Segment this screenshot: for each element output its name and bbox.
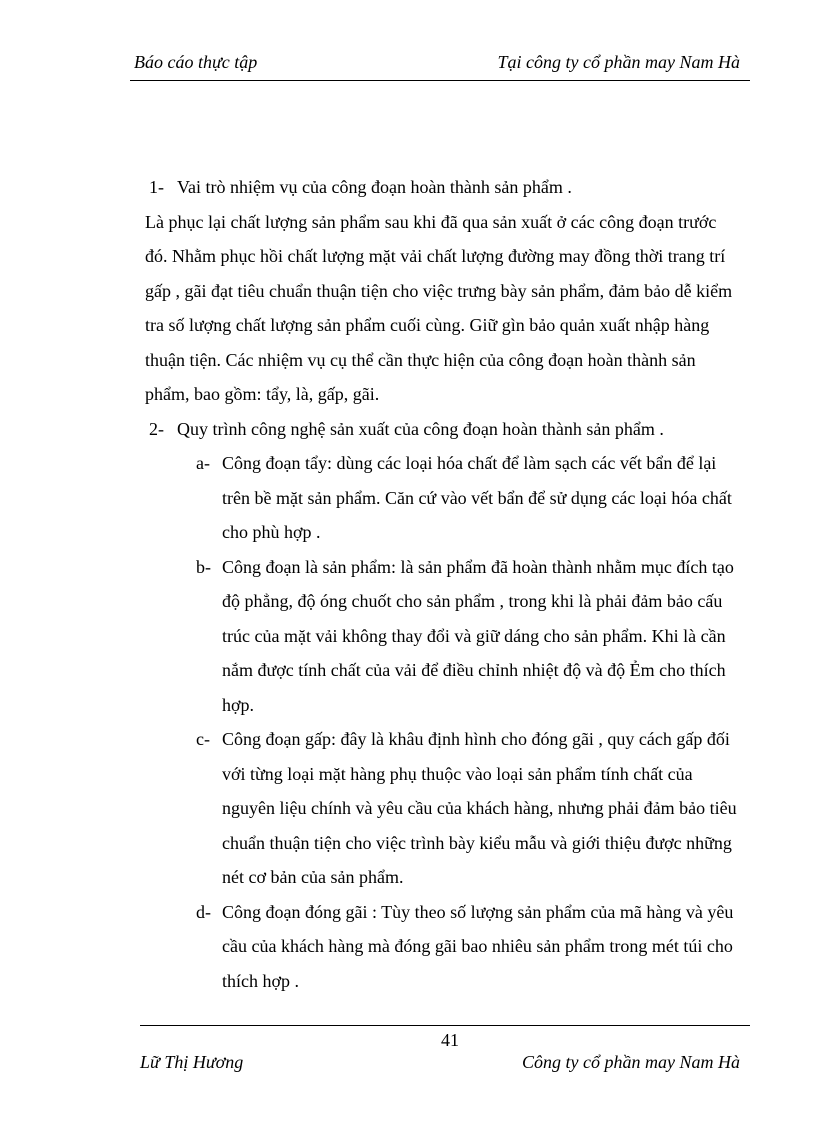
header-right-title: Tại công ty cổ phần may Nam Hà — [497, 52, 740, 72]
page-number: 41 — [441, 1030, 459, 1050]
header-divider — [130, 80, 750, 81]
paragraph-line: tra số lượng chất lượng sản phẩm cuối cùng. Giữ gìn bảo quản xuất nhập hàng — [145, 315, 710, 335]
list-line: hợp. — [222, 694, 255, 715]
list-line: Công đoạn tẩy: dùng các loại hóa chất để làm sạch các vết bẩn để lại — [222, 453, 717, 473]
list-line: chuẩn thuận tiện cho việc trình bày kiểu mẫu và giới thiệu được những — [222, 832, 732, 853]
list-line: trúc của mặt vải không thay đổi và giữ dáng cho sản phẩm. Khi là cần — [222, 625, 726, 646]
list-item-d — [145, 895, 760, 999]
footer-divider — [140, 1025, 750, 1026]
list-item-b — [145, 550, 760, 723]
footer-company: Công ty cổ phần may Nam Hà — [522, 1052, 740, 1072]
section2-number: 2- — [149, 418, 164, 439]
paragraph-line: đó. Nhằm phục hồi chất lượng mặt vải chất lượng đường may đồng thời trang trí — [145, 246, 726, 266]
list-line: Công đoạn là sản phẩm: là sản phẩm đã hoàn thành nhằm mục đích tạo — [222, 556, 734, 577]
section1-paragraph — [145, 205, 760, 412]
list-line: nguyên liệu chính và yêu cầu của khách hàng, nhưng phải đảm bảo tiêu — [222, 798, 737, 818]
list-line: Công đoạn gấp: đây là khâu định hình cho đóng gãi , quy cách gấp đối — [222, 729, 730, 749]
list-label: c- — [196, 729, 210, 749]
footer-author: Lữ Thị Hương — [140, 1052, 244, 1072]
section1-title: Vai trò nhiệm vụ của công đoạn hoàn thành sản phẩm . — [177, 177, 572, 197]
paragraph-line: gấp , gãi đạt tiêu chuẩn thuận tiện cho việc trưng bày sản phẩm, đảm bảo dễ kiểm — [145, 280, 733, 301]
list-item-a — [145, 446, 760, 550]
paragraph-line: thuận tiện. Các nhiệm vụ cụ thể cần thực hiện của công đoạn hoàn thành sản — [145, 349, 696, 370]
list-line: cầu của khách hàng mà đóng gãi bao nhiêu sản phẩm trong mét túi cho — [222, 936, 733, 956]
list-line: độ phẳng, độ óng chuốt cho sản phẩm , trong khi là phải đảm bảo cấu — [222, 591, 723, 611]
document-body — [145, 170, 760, 998]
list-label: b- — [196, 556, 211, 577]
list-label: a- — [196, 453, 210, 473]
section2-heading — [145, 412, 760, 447]
header-left-title: Báo cáo thực tập — [134, 52, 258, 72]
paragraph-line: Là phục lại chất lượng sản phẩm sau khi đã qua sản xuất ở các công đoạn trước — [145, 211, 717, 232]
list-line: nét cơ bản của sản phẩm. — [222, 867, 404, 887]
list-item-c — [145, 722, 760, 895]
list-label: d- — [196, 901, 211, 922]
list-line: cho phù hợp . — [222, 522, 321, 542]
section1-heading — [145, 170, 760, 205]
section1-number: 1- — [149, 177, 164, 197]
list-line: trên bề mặt sản phẩm. Căn cứ vào vết bẩn để sử dụng các loại hóa chất — [222, 487, 732, 508]
paragraph-line: phẩm, bao gồm: tẩy, là, gấp, gãi. — [145, 384, 380, 404]
list-line: với từng loại mặt hàng phụ thuộc vào loại sản phẩm tính chất của — [222, 763, 693, 784]
list-line: thích hợp . — [222, 970, 300, 991]
list-line: Công đoạn đóng gãi : Tùy theo số lượng sản phẩm của mã hàng và yêu — [222, 901, 734, 922]
list-line: nắm được tính chất của vải để điều chỉnh nhiệt độ và độ Ẻm cho thích — [222, 660, 726, 680]
section2-title: Quy trình công nghệ sản xuất của công đoạn hoàn thành sản phẩm . — [177, 418, 664, 439]
